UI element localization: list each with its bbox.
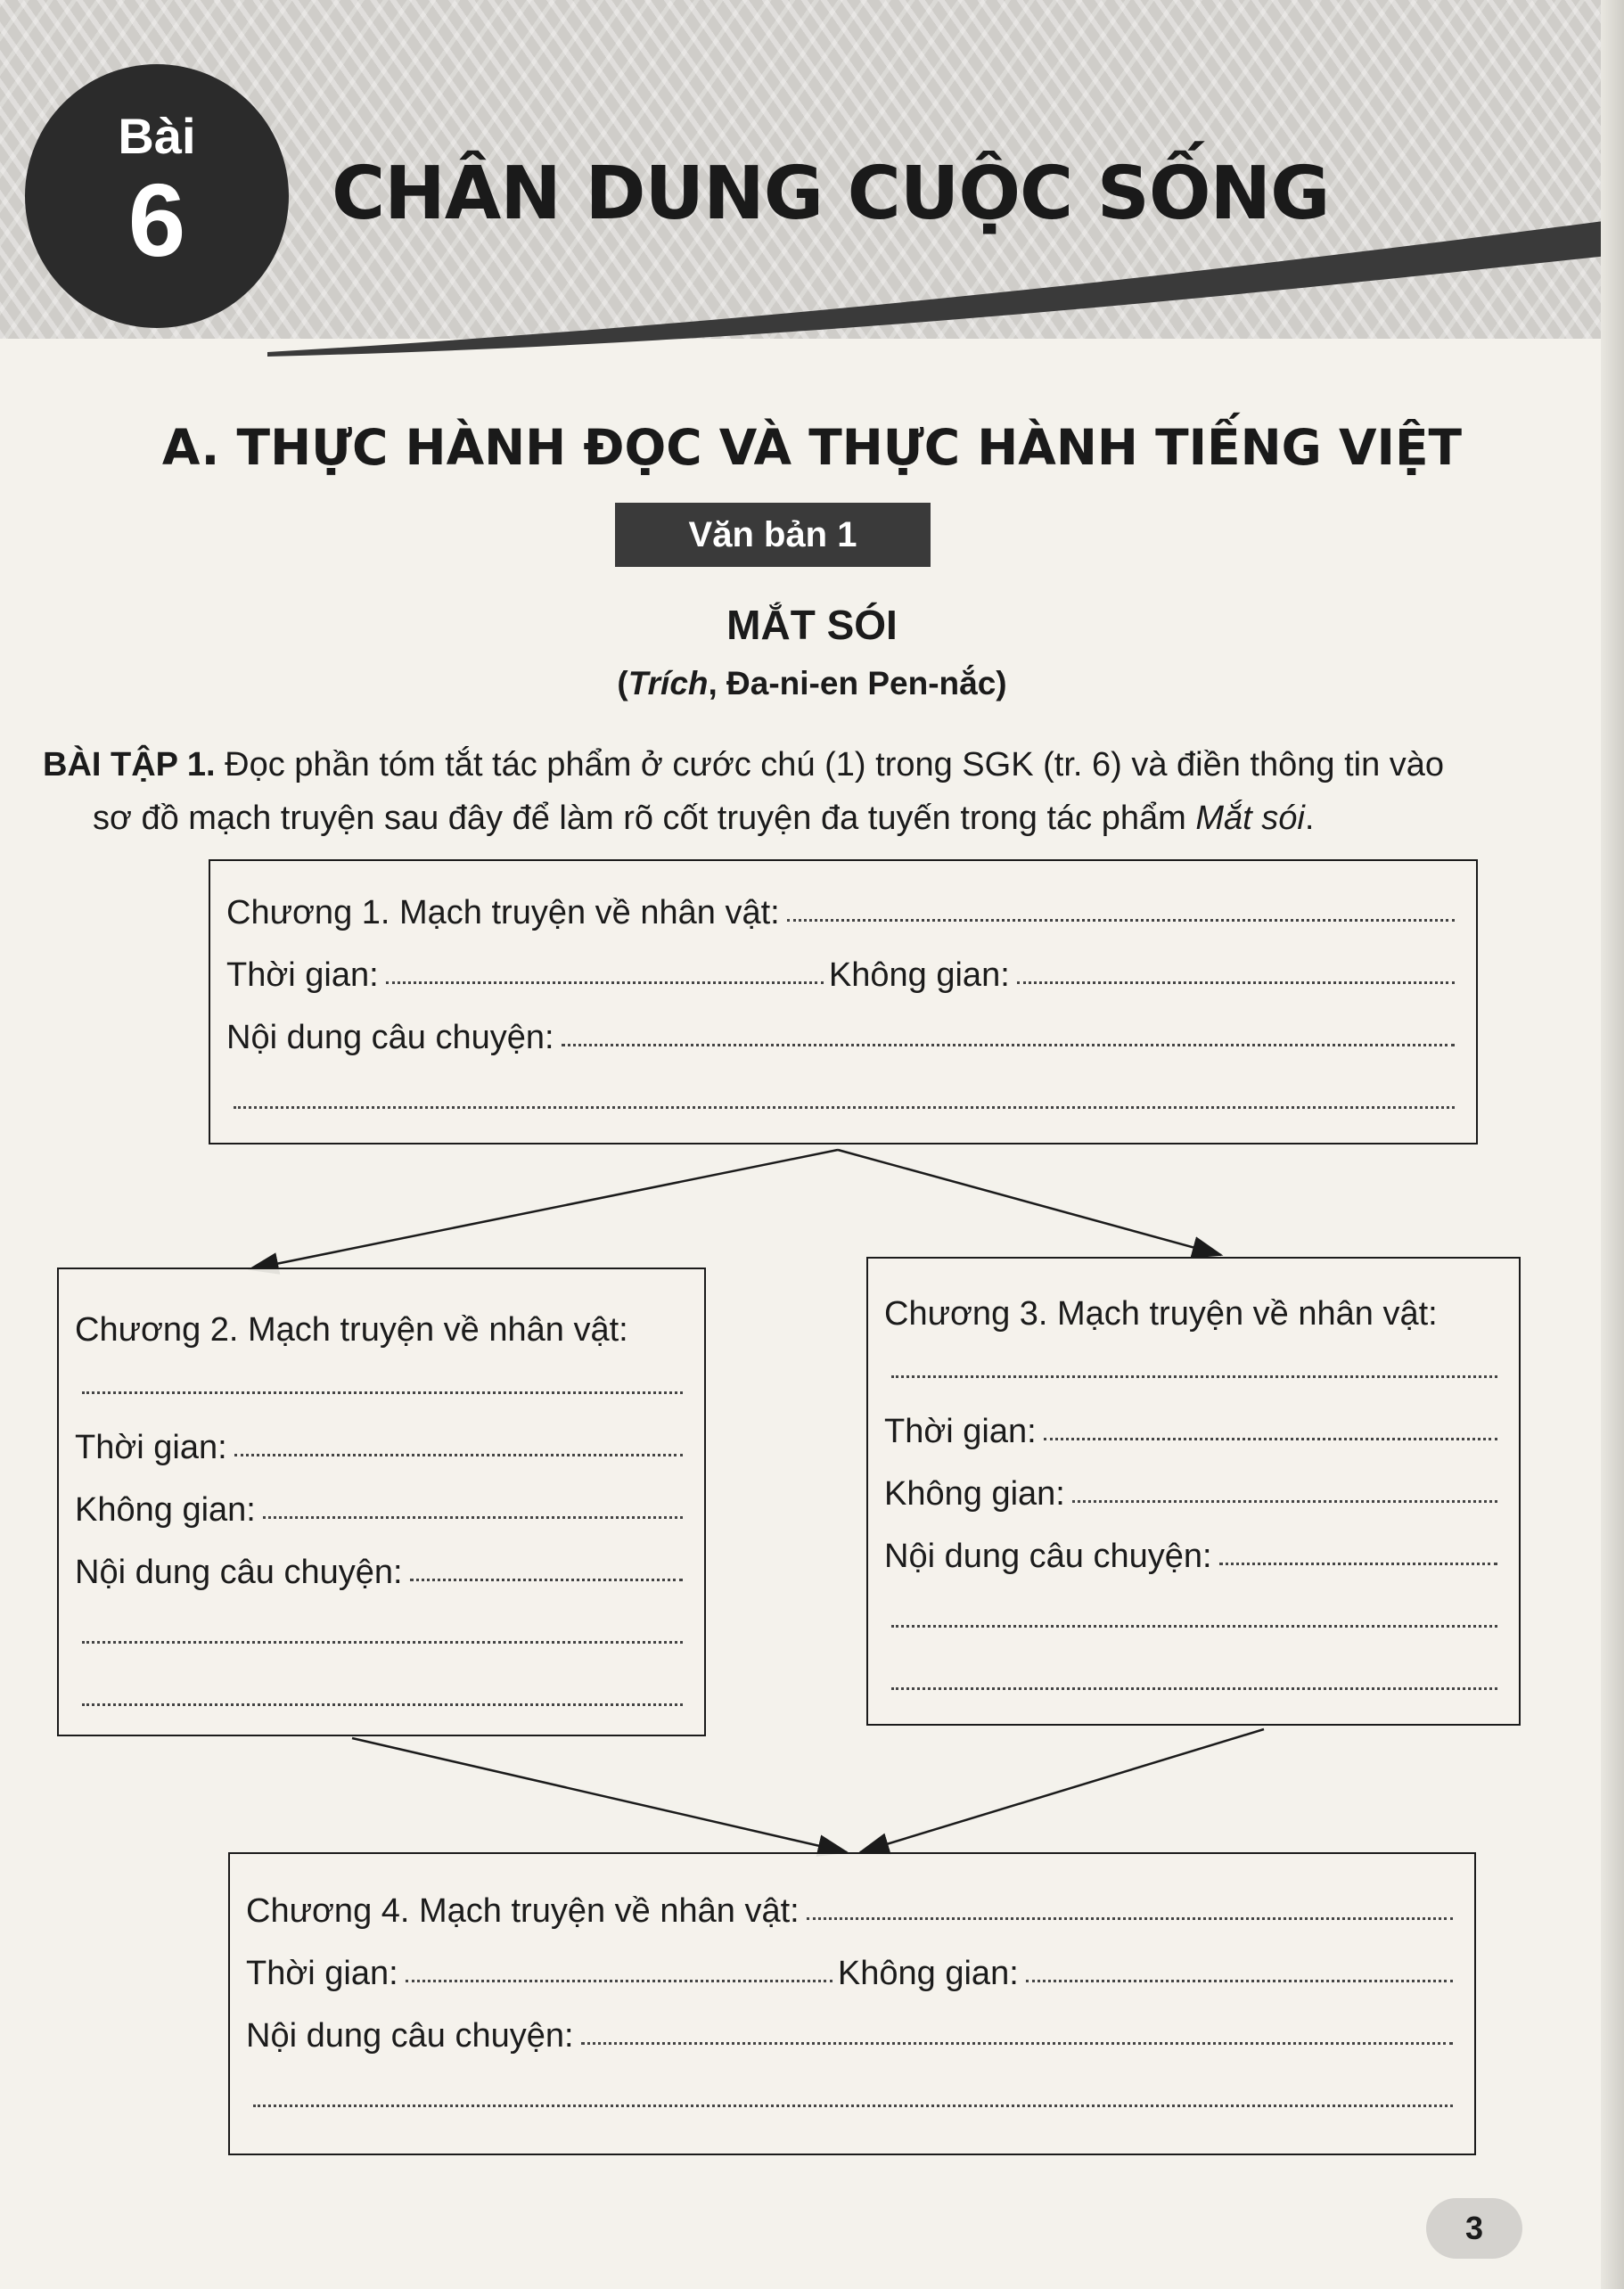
ch3-character-label: Chương 3. Mạch truyện về nhân vật: [884,1295,1438,1333]
ch2-content-field-3[interactable] [82,1702,683,1706]
ch3-content-field-2[interactable] [891,1624,1497,1628]
ch1-character-field[interactable] [787,918,1455,922]
ch2-character-field[interactable] [82,1391,683,1394]
ch1-character-label: Chương 1. Mạch truyện về nhân vật: [226,894,780,931]
chapter-2-box [57,1268,706,1736]
ch3-content-label: Nội dung câu chuyện: [884,1538,1212,1575]
ch1-content-label: Nội dung câu chuyện: [226,1019,554,1056]
arrow-ch1-to-ch3 [838,1150,1221,1255]
ch2-space-label: Không gian: [75,1491,256,1529]
ch1-time-field[interactable] [386,980,824,984]
ch4-space-label: Không gian: [837,1955,1019,1992]
ch2-time-label: Thời gian: [75,1429,227,1466]
ch2-character-label: Chương 2. Mạch truyện về nhân vật: [75,1311,628,1349]
ch4-content-label: Nội dung câu chuyện: [246,2017,574,2055]
lesson-number: 6 [127,162,186,278]
section-title: A. THỰC HÀNH ĐỌC VÀ THỰC HÀNH TIẾNG VIỆT [161,419,1463,476]
ch4-time-label: Thời gian: [246,1955,398,1992]
ch4-content-field[interactable] [581,2041,1453,2045]
exercise-1: BÀI TẬP 1. Đọc phần tóm tắt tác phẩm ở cước chú (1) trong SGK (tr. 6) và điền thông tin vào sơ đồ mạch truyện sau đây để làm rõ cốt truyện đa tuyến trong tác phẩm Mắt sói. [43,746,1445,837]
exercise-work-name: Mắt sói [1195,800,1305,837]
lesson-word: Bài [118,108,196,164]
ch1-content-field[interactable] [562,1043,1455,1046]
ch4-content-field-2[interactable] [253,2104,1453,2107]
page-number-badge [1426,2198,1522,2259]
text-tag: Văn bản 1 [615,503,931,567]
ch3-time-field[interactable] [1044,1437,1497,1440]
ch2-content-field[interactable] [410,1578,683,1581]
ch3-space-label: Không gian: [884,1475,1065,1513]
chapter-1-box [209,859,1478,1144]
ch4-time-field[interactable] [406,1979,833,1982]
arrow-ch2-to-ch4 [352,1738,847,1852]
arrow-ch1-to-ch2 [250,1150,838,1269]
ch4-space-field[interactable] [1026,1979,1453,1982]
chapter-4-box [228,1852,1476,2155]
work-subtitle: (Trích, Đa-ni-en Pen-nắc) [617,665,1007,701]
arrow-ch3-to-ch4 [860,1729,1264,1852]
ch4-character-field[interactable] [807,1916,1453,1920]
exercise-label: BÀI TẬP 1. [43,746,216,784]
ch2-content-field-2[interactable] [82,1640,683,1644]
ch3-content-field-3[interactable] [891,1686,1497,1690]
ch2-content-label: Nội dung câu chuyện: [75,1554,403,1591]
work-subtitle-italic: Trích [627,665,709,701]
ch3-content-field[interactable] [1219,1562,1497,1565]
ch1-content-field-2[interactable] [234,1105,1455,1109]
exercise-text-2: sơ đồ mạch truyện sau đây để làm rõ cốt truyện đa tuyến trong tác phẩm [93,800,1196,837]
ch3-character-field[interactable] [891,1374,1497,1378]
ch4-character-label: Chương 4. Mạch truyện về nhân vật: [246,1892,800,1930]
ch1-space-label: Không gian: [828,956,1010,994]
page-number: 3 [1464,2210,1484,2246]
ch2-time-field[interactable] [234,1453,683,1456]
chapter-3-box [866,1257,1521,1726]
lesson-title: CHÂN DUNG CUỘC SỐNG [332,152,1330,236]
ch1-space-field[interactable] [1017,980,1455,984]
ch3-space-field[interactable] [1072,1499,1497,1503]
exercise-text-1: Đọc phần tóm tắt tác phẩm ở cước chú (1) trong SGK (tr. 6) và điền thông tin vào [215,746,1445,784]
ch2-space-field[interactable] [263,1515,683,1519]
work-title: MẮT SÓI [726,602,898,648]
page-edge-shadow [1601,0,1624,2289]
ch1-time-label: Thời gian: [226,956,379,994]
ch3-time-label: Thời gian: [884,1413,1037,1450]
